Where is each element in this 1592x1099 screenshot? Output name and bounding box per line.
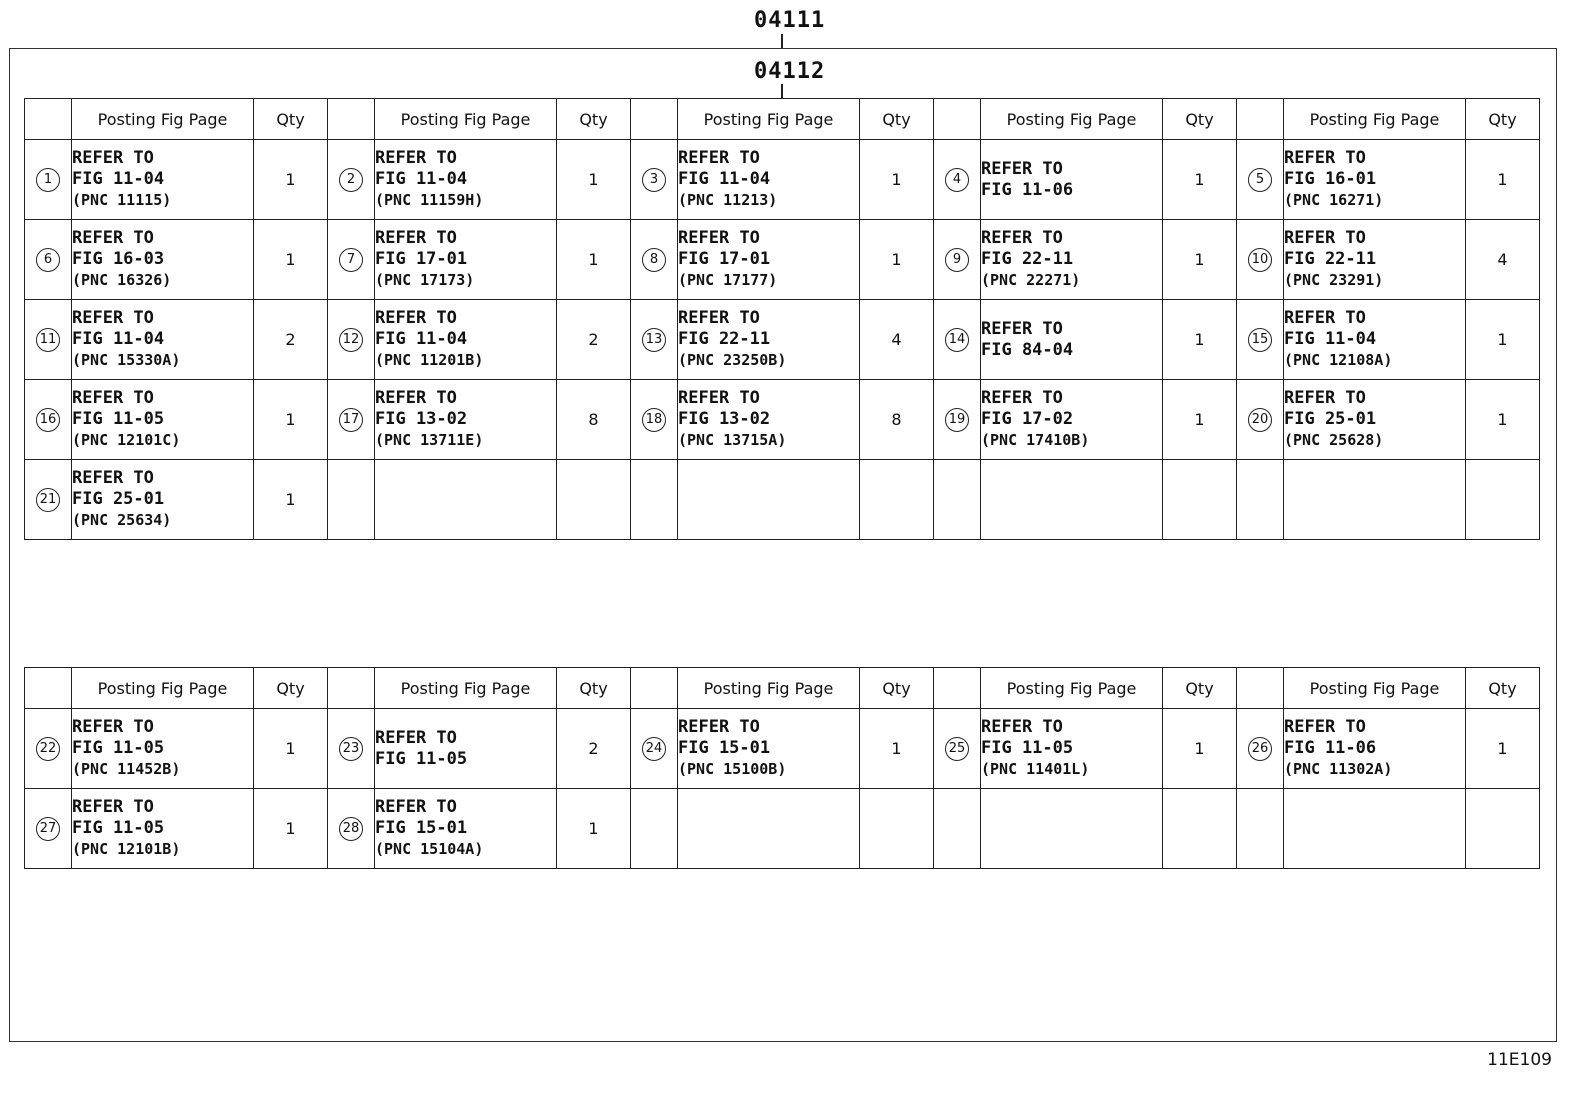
item-number-cell (631, 380, 678, 460)
fig-reference-cell (72, 300, 254, 380)
header-qty: Qty (860, 99, 934, 140)
item-number-cell (25, 380, 72, 460)
qty-cell: 4 (860, 300, 934, 380)
pnc-text: (PNC 25634) (72, 511, 172, 529)
refer-to-text: REFER TO (72, 228, 154, 248)
fig-text: FIG 25-01 (72, 489, 165, 509)
reference-table-1 (24, 98, 1540, 540)
fig-text: FIG 11-04 (72, 169, 165, 189)
refer-to-text: REFER TO (678, 717, 760, 737)
fig-text: FIG 11-04 (375, 329, 468, 349)
fig-reference-cell (981, 380, 1163, 460)
item-number-cell (631, 220, 678, 300)
qty-cell: 1 (254, 460, 328, 540)
qty-cell (557, 460, 631, 540)
qty-cell: 1 (1466, 300, 1540, 380)
header-qty: Qty (254, 668, 328, 709)
item-number-badge: 15 (1248, 328, 1272, 352)
pnc-text: (PNC 17410B) (981, 431, 1090, 449)
pnc-text: (PNC 15100B) (678, 760, 787, 778)
pnc-text: (PNC 11401L) (981, 760, 1090, 778)
header-blank (631, 99, 678, 140)
header-posting-fig-page: Posting Fig Page (1284, 99, 1466, 140)
header-posting-fig-page: Posting Fig Page (678, 99, 860, 140)
table-row (25, 220, 1540, 300)
fig-reference-cell (375, 300, 557, 380)
qty-cell: 2 (254, 300, 328, 380)
header-posting-fig-page: Posting Fig Page (678, 668, 860, 709)
item-number-cell (25, 709, 72, 789)
refer-to-text: REFER TO (981, 717, 1063, 737)
item-number-badge: 27 (36, 817, 60, 841)
qty-cell: 4 (1466, 220, 1540, 300)
pnc-text: (PNC 25628) (1284, 431, 1384, 449)
item-number-cell (934, 789, 981, 869)
fig-reference-cell (72, 220, 254, 300)
item-number-cell (631, 460, 678, 540)
item-number-cell (1237, 380, 1284, 460)
fig-text: FIG 11-05 (72, 738, 165, 758)
fig-reference-cell (1284, 380, 1466, 460)
item-number-cell (934, 709, 981, 789)
fig-reference-cell (678, 300, 860, 380)
item-number-badge: 10 (1248, 248, 1272, 272)
fig-reference-cell (72, 460, 254, 540)
refer-to-text: REFER TO (1284, 308, 1366, 328)
header-qty: Qty (254, 99, 328, 140)
fig-text: FIG 25-01 (1284, 409, 1377, 429)
item-number-cell (1237, 300, 1284, 380)
fig-reference-cell (72, 709, 254, 789)
fig-reference-cell (72, 789, 254, 869)
header-qty: Qty (860, 668, 934, 709)
pnc-text: (PNC 23250B) (678, 351, 787, 369)
refer-to-text: REFER TO (72, 717, 154, 737)
refer-to-text: REFER TO (678, 388, 760, 408)
pnc-text: (PNC 16271) (1284, 191, 1384, 209)
inner-part-label: 04112 (754, 59, 826, 84)
item-number-cell (1237, 709, 1284, 789)
refer-to-text: REFER TO (72, 797, 154, 817)
item-number-badge: 7 (339, 248, 363, 272)
header-qty: Qty (557, 99, 631, 140)
refer-to-text: REFER TO (678, 228, 760, 248)
header-row (25, 99, 1540, 140)
item-number-cell (631, 789, 678, 869)
table-row (25, 380, 1540, 460)
pnc-text: (PNC 22271) (981, 271, 1081, 289)
pnc-text: (PNC 13711E) (375, 431, 484, 449)
fig-text: FIG 11-05 (375, 748, 468, 769)
fig-reference-cell (1284, 220, 1466, 300)
fig-text: FIG 11-04 (375, 169, 468, 189)
pnc-text: (PNC 11452B) (72, 760, 181, 778)
header-blank (934, 99, 981, 140)
item-number-cell (631, 300, 678, 380)
item-number-badge: 3 (642, 168, 666, 192)
fig-reference-cell (375, 460, 557, 540)
fig-text: FIG 22-11 (981, 249, 1074, 269)
refer-to-text: REFER TO (375, 308, 457, 328)
item-number-badge: 14 (945, 328, 969, 352)
fig-text: FIG 13-02 (678, 409, 771, 429)
item-number-badge: 8 (642, 248, 666, 272)
fig-reference-cell (981, 789, 1163, 869)
header-blank (631, 668, 678, 709)
item-number-cell (328, 789, 375, 869)
fig-reference-cell (72, 140, 254, 220)
refer-to-text: REFER TO (375, 228, 457, 248)
fig-text: FIG 11-05 (72, 409, 165, 429)
qty-cell: 1 (557, 220, 631, 300)
header-posting-fig-page: Posting Fig Page (375, 668, 557, 709)
header-qty: Qty (1163, 99, 1237, 140)
qty-cell: 1 (1163, 220, 1237, 300)
item-number-badge: 12 (339, 328, 363, 352)
table-row (25, 789, 1540, 869)
item-number-cell (1237, 789, 1284, 869)
fig-reference-cell (1284, 709, 1466, 789)
header-qty: Qty (1163, 668, 1237, 709)
item-number-badge: 2 (339, 168, 363, 192)
item-number-cell (328, 300, 375, 380)
fig-reference-cell (1284, 460, 1466, 540)
fig-text: FIG 11-06 (981, 179, 1074, 200)
item-number-badge: 19 (945, 408, 969, 432)
item-number-cell (25, 220, 72, 300)
pnc-text: (PNC 12101B) (72, 840, 181, 858)
qty-cell: 1 (254, 220, 328, 300)
pnc-text: (PNC 17177) (678, 271, 778, 289)
qty-cell (1163, 460, 1237, 540)
qty-cell (860, 789, 934, 869)
fig-reference-cell (678, 380, 860, 460)
qty-cell: 1 (254, 789, 328, 869)
qty-cell: 1 (254, 380, 328, 460)
item-number-cell (328, 220, 375, 300)
item-number-cell (1237, 460, 1284, 540)
qty-cell: 1 (557, 140, 631, 220)
item-number-badge: 26 (1248, 737, 1272, 761)
fig-reference-cell (375, 380, 557, 460)
item-number-badge: 25 (945, 737, 969, 761)
refer-to-text: REFER TO (72, 148, 154, 168)
refer-to-text: REFER TO (1284, 228, 1366, 248)
fig-text: FIG 11-06 (1284, 738, 1377, 758)
fig-reference-cell (981, 140, 1163, 220)
fig-text: FIG 11-04 (678, 169, 771, 189)
fig-reference-cell (981, 709, 1163, 789)
item-number-cell (328, 140, 375, 220)
fig-text: FIG 11-04 (1284, 329, 1377, 349)
fig-text: FIG 17-02 (981, 409, 1074, 429)
fig-reference-cell (678, 789, 860, 869)
header-blank (25, 668, 72, 709)
refer-to-text: REFER TO (375, 727, 457, 748)
header-blank (328, 668, 375, 709)
qty-cell: 1 (1163, 140, 1237, 220)
item-number-cell (631, 140, 678, 220)
fig-text: FIG 17-01 (375, 249, 468, 269)
refer-to-text: REFER TO (375, 797, 457, 817)
item-number-badge: 13 (642, 328, 666, 352)
qty-cell: 2 (557, 709, 631, 789)
header-qty: Qty (1466, 668, 1540, 709)
fig-text: FIG 17-01 (678, 249, 771, 269)
fig-text: FIG 15-01 (375, 818, 468, 838)
item-number-badge: 9 (945, 248, 969, 272)
fig-reference-cell (981, 300, 1163, 380)
table-row (25, 140, 1540, 220)
header-blank (328, 99, 375, 140)
qty-cell: 1 (1163, 300, 1237, 380)
header-blank (25, 99, 72, 140)
outer-part-label: 04111 (754, 8, 826, 33)
item-number-cell (1237, 220, 1284, 300)
item-number-badge: 17 (339, 408, 363, 432)
refer-to-text: REFER TO (375, 148, 457, 168)
header-qty: Qty (1466, 99, 1540, 140)
table-row (25, 460, 1540, 540)
item-number-cell (934, 140, 981, 220)
pnc-text: (PNC 13715A) (678, 431, 787, 449)
inner-leader-line (781, 84, 783, 98)
fig-text: FIG 11-04 (72, 329, 165, 349)
fig-reference-cell (1284, 789, 1466, 869)
fig-reference-cell (1284, 300, 1466, 380)
item-number-cell (25, 300, 72, 380)
fig-reference-cell (375, 709, 557, 789)
pnc-text: (PNC 11159H) (375, 191, 484, 209)
item-number-badge: 20 (1248, 408, 1272, 432)
item-number-cell (934, 300, 981, 380)
pnc-text: (PNC 12108A) (1284, 351, 1393, 369)
header-blank (1237, 668, 1284, 709)
refer-to-text: REFER TO (1284, 717, 1366, 737)
header-posting-fig-page: Posting Fig Page (72, 99, 254, 140)
item-number-badge: 1 (36, 168, 60, 192)
refer-to-text: REFER TO (1284, 148, 1366, 168)
qty-cell (1466, 789, 1540, 869)
drawing-code: 11E109 (1487, 1050, 1552, 1070)
fig-text: FIG 11-05 (981, 738, 1074, 758)
qty-cell: 1 (254, 140, 328, 220)
fig-reference-cell (1284, 140, 1466, 220)
qty-cell: 1 (1466, 709, 1540, 789)
pnc-text: (PNC 11213) (678, 191, 778, 209)
item-number-cell (25, 789, 72, 869)
fig-text: FIG 22-11 (1284, 249, 1377, 269)
item-number-badge: 4 (945, 168, 969, 192)
qty-cell: 1 (1466, 380, 1540, 460)
header-posting-fig-page: Posting Fig Page (72, 668, 254, 709)
item-number-badge: 22 (36, 737, 60, 761)
refer-to-text: REFER TO (72, 468, 154, 488)
item-number-cell (934, 380, 981, 460)
qty-cell: 8 (860, 380, 934, 460)
reference-table-2 (24, 667, 1540, 869)
table-row (25, 300, 1540, 380)
item-number-cell (1237, 140, 1284, 220)
fig-text: FIG 16-01 (1284, 169, 1377, 189)
refer-to-text: REFER TO (1284, 388, 1366, 408)
fig-text: FIG 84-04 (981, 339, 1074, 360)
header-row (25, 668, 1540, 709)
refer-to-text: REFER TO (678, 148, 760, 168)
item-number-cell (934, 460, 981, 540)
qty-cell: 1 (1163, 380, 1237, 460)
item-number-cell (25, 460, 72, 540)
header-posting-fig-page: Posting Fig Page (981, 99, 1163, 140)
qty-cell: 1 (254, 709, 328, 789)
qty-cell: 8 (557, 380, 631, 460)
pnc-text: (PNC 23291) (1284, 271, 1384, 289)
fig-reference-cell (981, 220, 1163, 300)
item-number-badge: 24 (642, 737, 666, 761)
refer-to-text: REFER TO (981, 388, 1063, 408)
fig-text: FIG 11-05 (72, 818, 165, 838)
outer-leader-line (781, 34, 783, 48)
refer-to-text: REFER TO (981, 228, 1063, 248)
fig-reference-cell (72, 380, 254, 460)
fig-reference-cell (678, 460, 860, 540)
qty-cell (1466, 460, 1540, 540)
header-blank (934, 668, 981, 709)
header-qty: Qty (557, 668, 631, 709)
item-number-cell (631, 709, 678, 789)
fig-text: FIG 13-02 (375, 409, 468, 429)
pnc-text: (PNC 16326) (72, 271, 172, 289)
pnc-text: (PNC 12101C) (72, 431, 181, 449)
item-number-badge: 28 (339, 817, 363, 841)
item-number-cell (934, 220, 981, 300)
item-number-cell (25, 140, 72, 220)
item-number-badge: 23 (339, 737, 363, 761)
refer-to-text: REFER TO (375, 388, 457, 408)
fig-text: FIG 22-11 (678, 329, 771, 349)
qty-cell (1163, 789, 1237, 869)
item-number-badge: 11 (36, 328, 60, 352)
pnc-text: (PNC 17173) (375, 271, 475, 289)
item-number-cell (328, 380, 375, 460)
qty-cell: 1 (860, 709, 934, 789)
qty-cell (860, 460, 934, 540)
table-row (25, 709, 1540, 789)
fig-reference-cell (981, 460, 1163, 540)
pnc-text: (PNC 15104A) (375, 840, 484, 858)
item-number-badge: 6 (36, 248, 60, 272)
fig-reference-cell (678, 709, 860, 789)
fig-text: FIG 15-01 (678, 738, 771, 758)
qty-cell: 1 (860, 220, 934, 300)
qty-cell: 2 (557, 300, 631, 380)
refer-to-text: REFER TO (678, 308, 760, 328)
item-number-cell (328, 709, 375, 789)
item-number-badge: 5 (1248, 168, 1272, 192)
refer-to-text: REFER TO (981, 158, 1063, 179)
item-number-badge: 21 (36, 488, 60, 512)
refer-to-text: REFER TO (72, 308, 154, 328)
pnc-text: (PNC 11201B) (375, 351, 484, 369)
pnc-text: (PNC 15330A) (72, 351, 181, 369)
qty-cell: 1 (557, 789, 631, 869)
item-number-badge: 18 (642, 408, 666, 432)
qty-cell: 1 (860, 140, 934, 220)
fig-reference-cell (678, 220, 860, 300)
item-number-badge: 16 (36, 408, 60, 432)
refer-to-text: REFER TO (72, 388, 154, 408)
qty-cell: 1 (1466, 140, 1540, 220)
qty-cell: 1 (1163, 709, 1237, 789)
pnc-text: (PNC 11115) (72, 191, 172, 209)
fig-text: FIG 16-03 (72, 249, 165, 269)
fig-reference-cell (375, 220, 557, 300)
fig-reference-cell (678, 140, 860, 220)
header-posting-fig-page: Posting Fig Page (981, 668, 1163, 709)
fig-reference-cell (375, 789, 557, 869)
header-blank (1237, 99, 1284, 140)
header-posting-fig-page: Posting Fig Page (1284, 668, 1466, 709)
refer-to-text: REFER TO (981, 318, 1063, 339)
header-posting-fig-page: Posting Fig Page (375, 99, 557, 140)
item-number-cell (328, 460, 375, 540)
fig-reference-cell (375, 140, 557, 220)
pnc-text: (PNC 11302A) (1284, 760, 1393, 778)
